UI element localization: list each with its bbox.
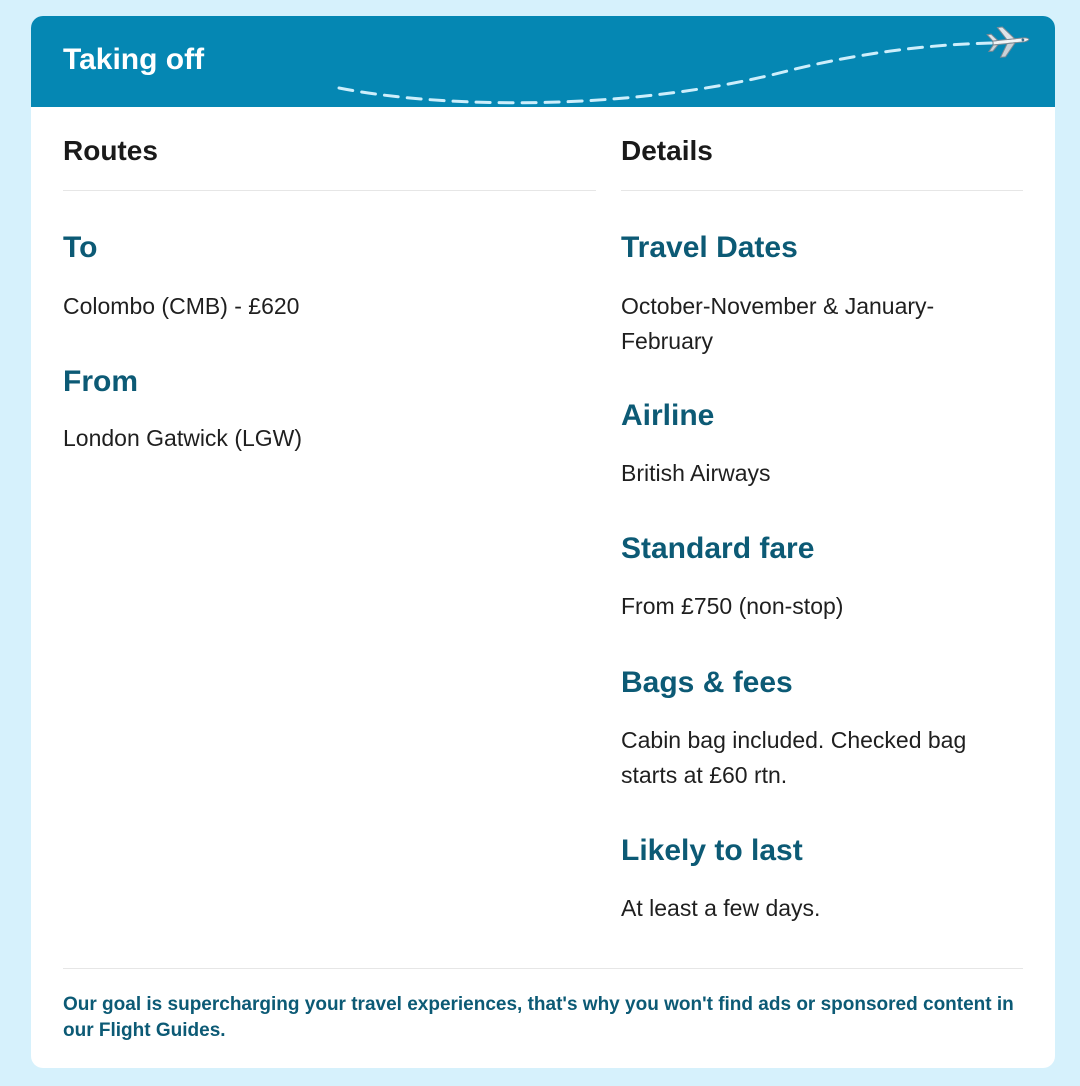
card-header — [31, 16, 1055, 107]
bags-value: Cabin bag included. Checked bag starts at £60 rtn. — [621, 727, 967, 788]
header-title: Taking off — [63, 43, 205, 76]
from-label: From — [63, 365, 138, 398]
standard-fare-value: From £750 (non-stop) — [621, 593, 844, 619]
details-divider — [621, 190, 1023, 191]
likely-to-last-label: Likely to last — [621, 834, 803, 867]
bags-label: Bags & fees — [621, 666, 793, 699]
to-value: Colombo (CMB) - £620 — [63, 293, 300, 319]
standard-fare-label: Standard fare — [621, 532, 815, 565]
footer-note: Our goal is supercharging your travel experiences, that's why you won't find ads or sponsored content in our Flight Guides. — [63, 994, 1014, 1041]
flight-path-decoration — [31, 16, 1055, 107]
flight-guide-card — [31, 16, 1055, 1068]
routes-divider — [63, 190, 596, 191]
airline-value: British Airways — [621, 460, 771, 486]
travel-dates-label: Travel Dates — [621, 231, 798, 264]
to-label: To — [63, 231, 98, 264]
travel-dates-value: October-November & January-February — [621, 293, 935, 354]
from-value: London Gatwick (LGW) — [63, 425, 303, 451]
routes-heading: Routes — [63, 135, 158, 166]
footer-divider — [63, 968, 1023, 969]
airplane-icon — [987, 24, 1031, 58]
details-heading: Details — [621, 135, 713, 166]
likely-to-last-value: At least a few days. — [621, 895, 821, 921]
airline-label: Airline — [621, 399, 715, 432]
